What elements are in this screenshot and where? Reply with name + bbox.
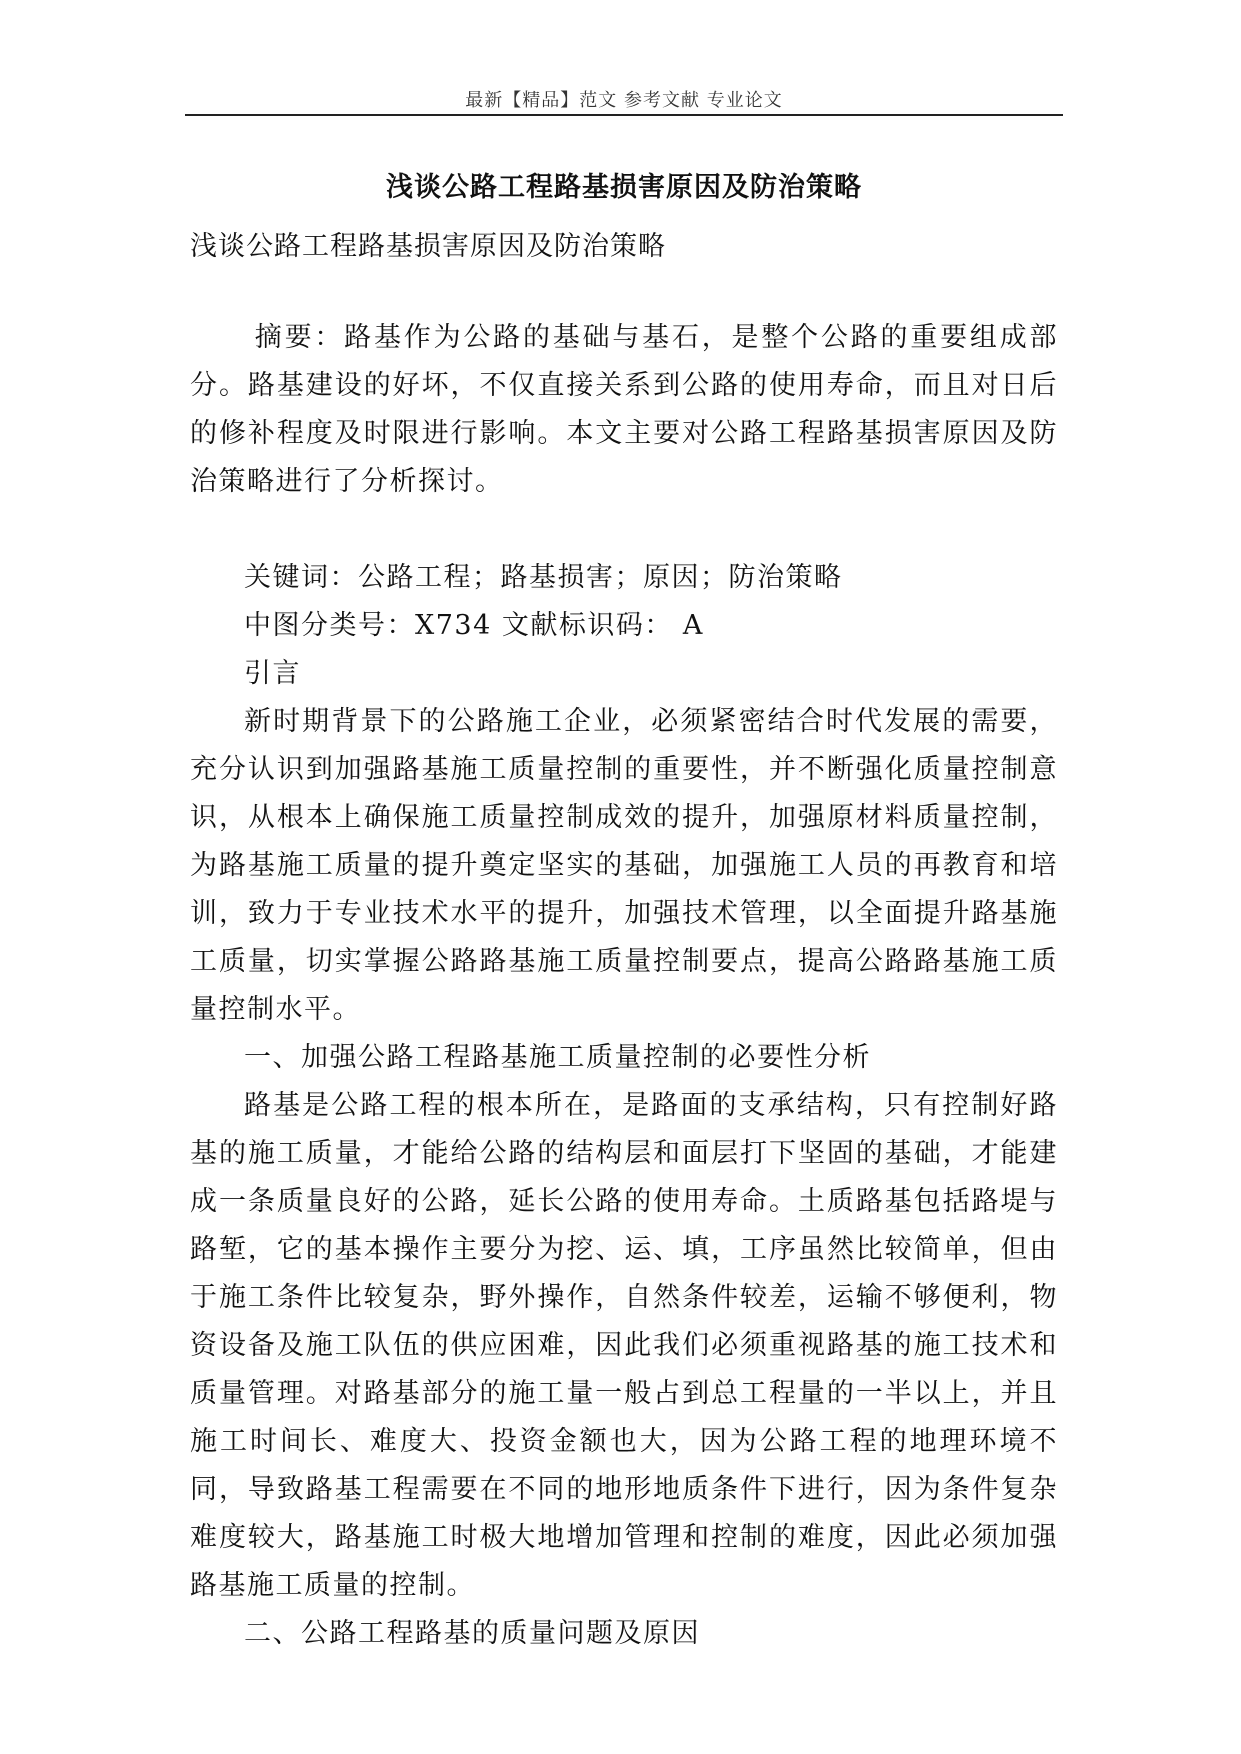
keywords-line: 关键词：公路工程；路基损害；原因；防治策略 — [244, 562, 843, 593]
intro-paragraph: 新时期背景下的公路施工企业，必须紧密结合时代发展的需要，充分认识到加强路基施工质量控制的重要性，并不断强化质量控制意识，从根本上确保施工质量控制成效的提升，加强原材料质量控制，为路基施工质量的提升奠定坚实的基础，加强施工人员的再教育和培训，致力于专业技术水平的提升，加强技术管理，以全面提升路基施工质量，切实掌握公路路基施工质量控制要点，提高公路路基施工质量控制水平。 — [190, 706, 1058, 1025]
section-paragraph-1: 路基是公路工程的根本所在，是路面的支承结构，只有控制好路基的施工质量，才能给公路的结构层和面层打下坚固的基础，才能建成一条质量良好的公路，延长公路的使用寿命。土质路基包括路堤与路堑，它的基本操作主要分为挖、运、填，工序虽然比较简单，但由于施工条件比较复杂，野外操作，自然条件较差，运输不够便利，物资设备及施工队伍的供应困难，因此我们必须重视路基的施工技术和质量管理。对路基部分的施工量一般占到总工程量的一半以上，并且施工时间长、难度大、投资金额也大，因为公路工程的地理环境不同，导致路基工程需要在不同的地形地质条件下进行，因为条件复杂难度较大，路基施工时极大地增加管理和控制的难度，因此必须加强路基施工质量的控制。 — [190, 1090, 1058, 1601]
header-divider — [185, 114, 1063, 116]
section-heading-1: 一、加强公路工程路基施工质量控制的必要性分析 — [244, 1042, 871, 1073]
abstract-paragraph: 摘要：路基作为公路的基础与基石，是整个公路的重要组成部分。路基建设的好坏，不仅直接关系到公路的使用寿命，而且对日后的修补程度及时限进行影响。本文主要对公路工程路基损害原因及防治策略进行了分析探讨。 — [190, 322, 1058, 497]
section-heading-2: 二、公路工程路基的质量问题及原因 — [244, 1618, 700, 1649]
document-subtitle: 浅谈公路工程路基损害原因及防治策略 — [190, 231, 666, 262]
classification-line: 中图分类号：X734 文献标识码： A — [244, 610, 704, 641]
intro-heading: 引言 — [244, 658, 301, 689]
document-title: 浅谈公路工程路基损害原因及防治策略 — [386, 172, 862, 203]
document-body — [190, 314, 1058, 1658]
page-header: 最新【精品】范文 参考文献 专业论文 — [465, 90, 783, 111]
